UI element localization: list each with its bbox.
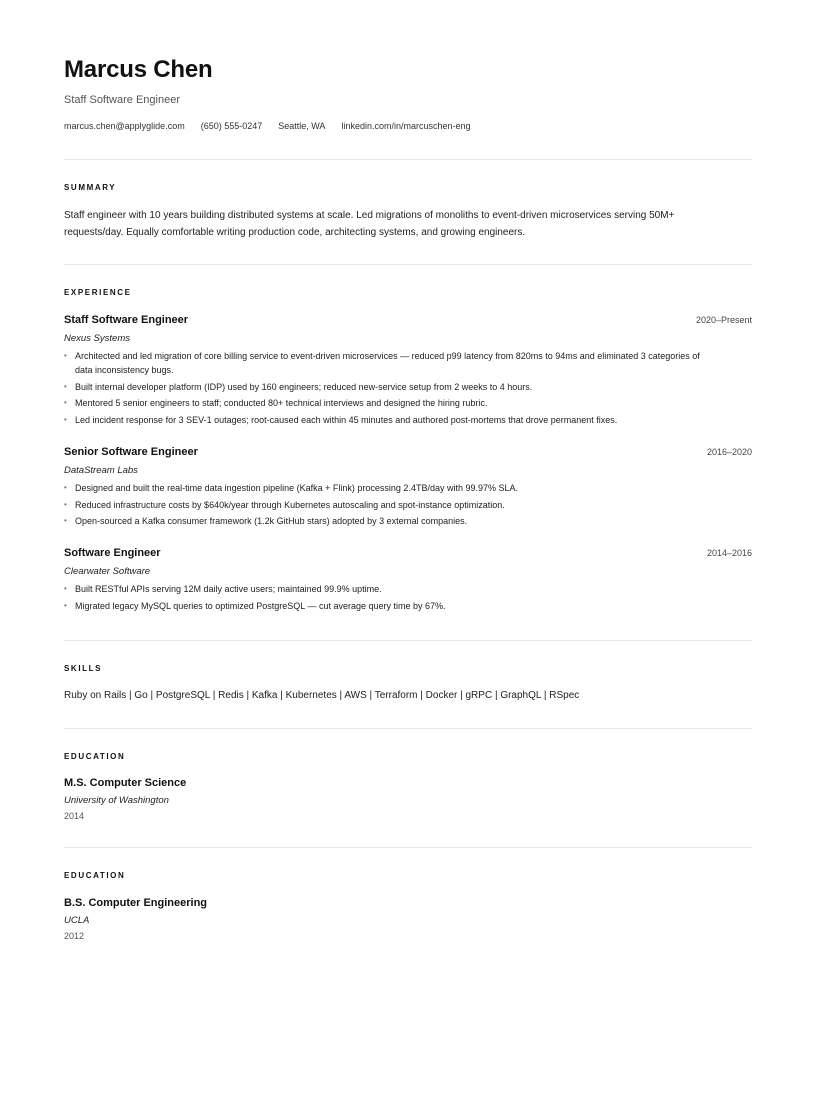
summary-heading: SUMMARY [64,183,117,192]
education-degree: B.S. Computer Engineering [64,897,208,909]
job-bullet: • Built RESTful APIs serving 12M daily active users; maintained 99.9% uptime. [64,582,715,596]
education-entry [64,896,207,942]
candidate-title: Staff Software Engineer [64,94,180,106]
education-year: 2014 [64,811,85,821]
summary-text: Staff engineer with 10 years building distributed systems at scale. Led migrations of monoliths to event-driven microservices serving 50M+ requests/day. Equally comfortable writing production code, architecting systems, and growing engineers. [64,210,675,238]
job-entry [64,313,752,429]
contact-line [64,120,487,132]
job-title: Senior Software Engineer [64,446,198,458]
job-entry [64,546,752,615]
contact-linkedin: linkedin.com/in/marcuschen-eng [341,121,471,131]
job-bullets [64,582,752,613]
candidate-name: Marcus Chen [64,56,213,83]
education-school: UCLA [64,915,90,926]
job-header [64,313,752,329]
section-divider [64,847,752,848]
job-bullet: • Built internal developer platform (IDP) used by 160 engineers; reduced new-service setup from 2 weeks to 4 hours. [64,380,715,394]
education-heading: EDUCATION [64,752,126,761]
section-divider [64,264,752,265]
job-title: Software Engineer [64,547,161,559]
contact-phone: (650) 555-0247 [200,121,263,131]
education-degree: M.S. Computer Science [64,777,187,789]
job-dates: 2016–2020 [706,447,752,457]
job-bullets [64,481,752,528]
job-bullet: • Open-sourced a Kafka consumer framework (1.2k GitHub stars) adopted by 3 external companies. [64,514,715,528]
job-company: Clearwater Software [64,566,151,577]
job-header [64,445,752,461]
job-dates: 2020–Present [695,315,752,325]
contact-email: marcus.chen@applyglide.com [64,121,185,131]
job-bullet: • Led incident response for 3 SEV-1 outages; root-caused each within 45 minutes and authored post-mortems that drove permanent fixes. [64,413,715,427]
job-bullet: • Mentored 5 senior engineers to staff; conducted 80+ technical interviews and designed the hiring rubric. [64,396,715,410]
job-company: DataStream Labs [64,465,138,476]
job-bullet: • Migrated legacy MySQL queries to optimized PostgreSQL — cut average query time by 67%. [64,599,715,613]
job-header [64,546,752,562]
skills-list: Ruby on Rails | Go | PostgreSQL | Redis | Kafka | Kubernetes | AWS | Terraform | Docker | gRPC | GraphQL | RSpec [64,690,580,701]
job-company: Nexus Systems [64,333,130,344]
section-divider [64,159,752,160]
experience-heading: EXPERIENCE [64,288,132,297]
job-bullet: • Designed and built the real-time data ingestion pipeline (Kafka + Flink) processing 2.4TB/day with 99.97% SLA. [64,481,715,495]
job-bullet: • Reduced infrastructure costs by $640k/year through Kubernetes autoscaling and spot-instance optimization. [64,498,715,512]
education-entry [64,776,186,822]
job-bullet: • Architected and led migration of core billing service to event-driven microservices — reduced p99 latency from 820ms to 94ms and eliminated 3 categories of data inconsistency bugs. [64,349,715,377]
education-year: 2012 [64,931,85,941]
section-divider [64,640,752,641]
job-entry [64,445,752,531]
section-divider [64,728,752,729]
job-dates: 2014–2016 [706,548,752,558]
education-school: University of Washington [64,795,169,806]
job-bullets [64,349,752,427]
job-title: Staff Software Engineer [64,314,189,326]
education-heading: EDUCATION [64,871,126,880]
contact-location: Seattle, WA [278,121,326,131]
skills-heading: SKILLS [64,664,103,673]
